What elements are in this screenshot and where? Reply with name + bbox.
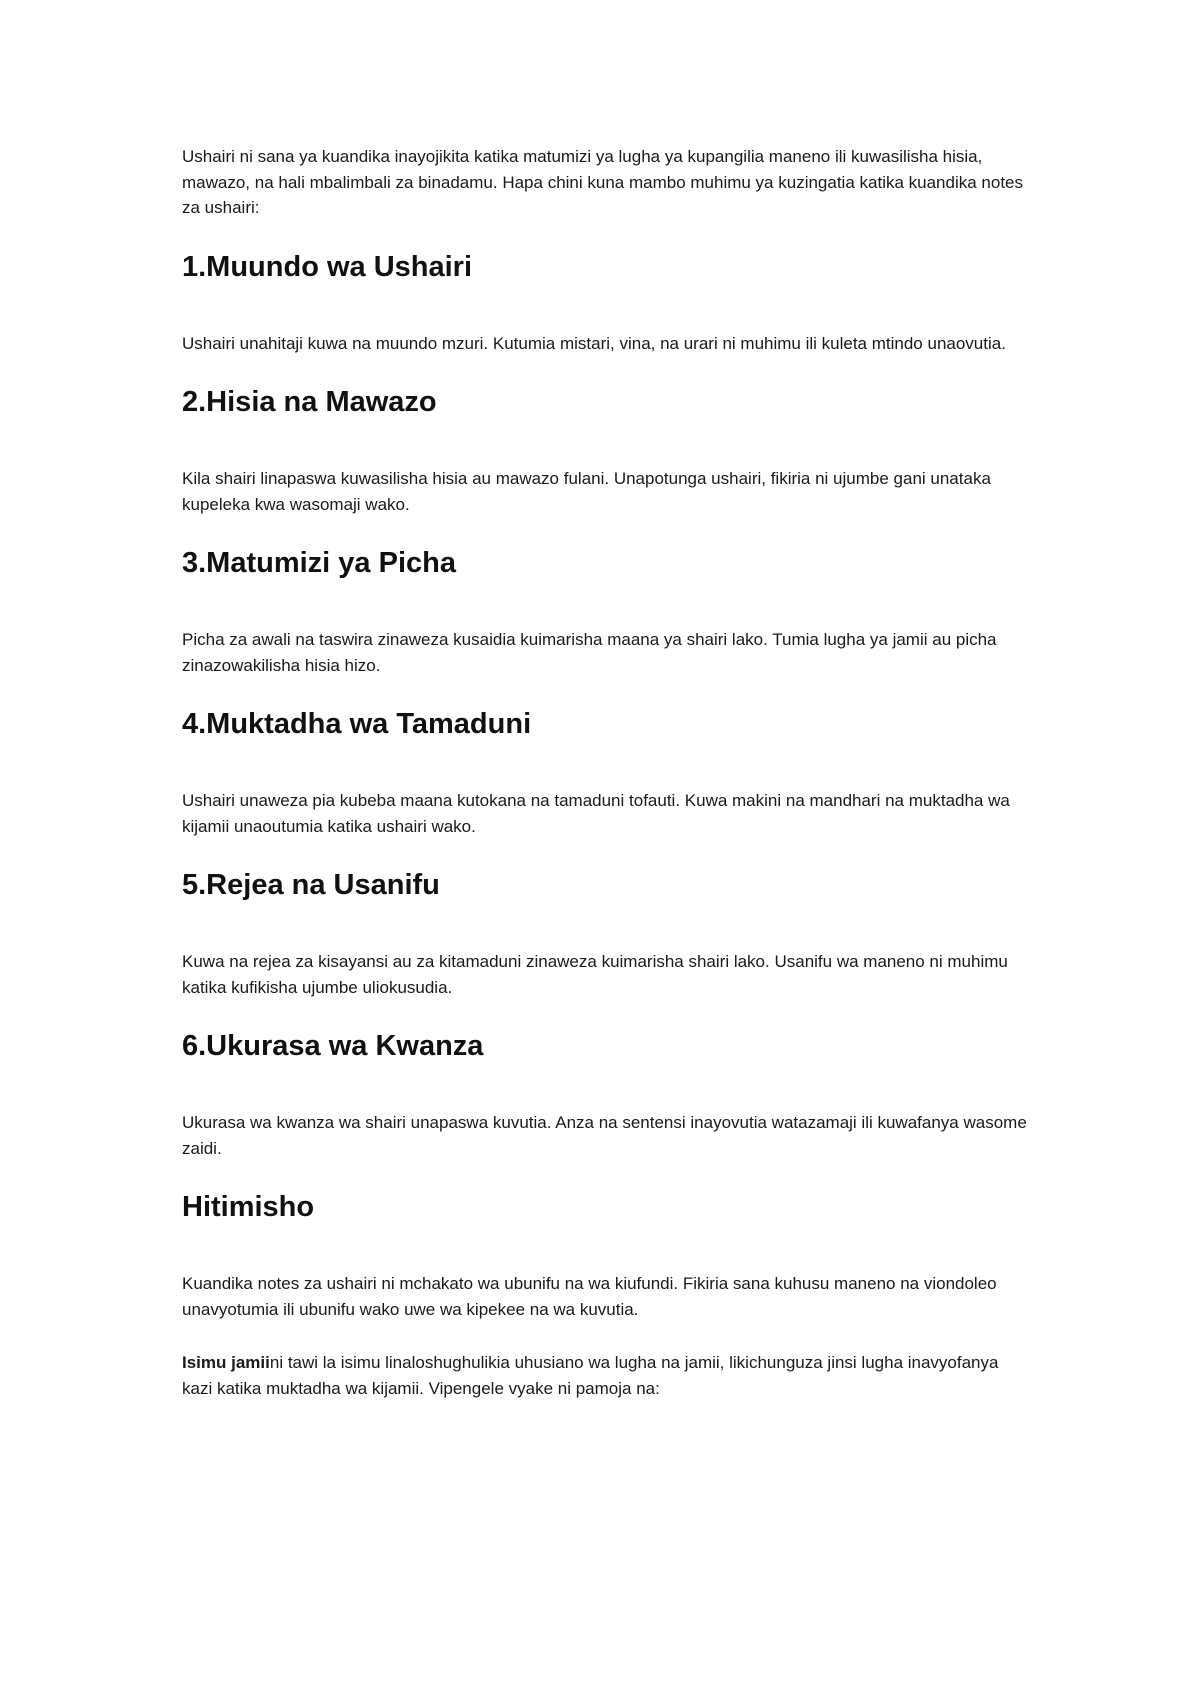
section-title-picha: 3.Matumizi ya Picha <box>182 547 456 579</box>
section-body-muundo: Ushairi unahitaji kuwa na muundo mzuri. Kutumia mistari, vina, na urari ni muhimu ili kuleta mtindo unaovutia. <box>182 333 1006 353</box>
section-title-muundo: 1.Muundo wa Ushairi <box>182 250 473 283</box>
section-title-tamaduni: 4.Muktadha wa Tamaduni <box>182 708 532 740</box>
closing-text: ni tawi la isimu linaloshughulikia uhusiano wa lugha na jamii, likichunguza jinsi lugha inavyofanya kazi katika muktadha wa kijamii. Vipengele vyake ni pamoja na: <box>182 1353 999 1398</box>
section-body-hisia: Kila shairi linapaswa kuwasilisha hisia au mawazo fulani. Unapotunga ushairi, fikiria ni ujumbe gani unataka kupeleka kwa wasomaji wako. <box>182 469 991 514</box>
closing-bold-term: Isimu jamii <box>182 1353 270 1372</box>
section-title-ukurasa: 6.Ukurasa wa Kwanza <box>182 1030 484 1062</box>
section-title-usanifu: 5.Rejea na Usanifu <box>182 869 440 901</box>
section-body-hitimisho: Kuandika notes za ushairi ni mchakato wa ubunifu na wa kiufundi. Fikiria sana kuhusu maneno na viondoleo unavyotumia ili ubunifu wako uwe wa kipekee na wa kuvutia. <box>182 1274 997 1319</box>
closing-paragraph <box>182 1350 1032 1401</box>
section-body-tamaduni: Ushairi unaweza pia kubeba maana kutokana na tamaduni tofauti. Kuwa makini na mandhari na muktadha wa kijamii unaoutumia katika ushairi wako. <box>182 791 1010 836</box>
section-body-picha: Picha za awali na taswira zinaweza kusaidia kuimarisha maana ya shairi lako. Tumia lugha ya jamii au picha zinazowakilisha hisia hizo. <box>182 630 997 675</box>
document-content <box>182 144 1032 1401</box>
section-title-hitimisho: Hitimisho <box>182 1191 315 1223</box>
intro-paragraph: Ushairi ni sana ya kuandika inayojikita katika matumizi ya lugha ya kupangilia maneno ili kuwasilisha hisia, mawazo, na hali mbalimbali za binadamu. Hapa chini kuna mambo muhimu ya kuzingatia katika kuandika notes za ushairi: <box>182 147 1024 217</box>
section-body-usanifu: Kuwa na rejea za kisayansi au za kitamaduni zinaweza kuimarisha shairi lako. Usanifu wa maneno ni muhimu katika kufikisha ujumbe uliokusudia. <box>182 952 1008 997</box>
section-title-hisia: 2.Hisia na Mawazo <box>182 386 437 418</box>
section-body-ukurasa: Ukurasa wa kwanza wa shairi unapaswa kuvutia. Anza na sentensi inayovutia watazamaji ili kuwafanya wasome zaidi. <box>182 1113 1027 1158</box>
